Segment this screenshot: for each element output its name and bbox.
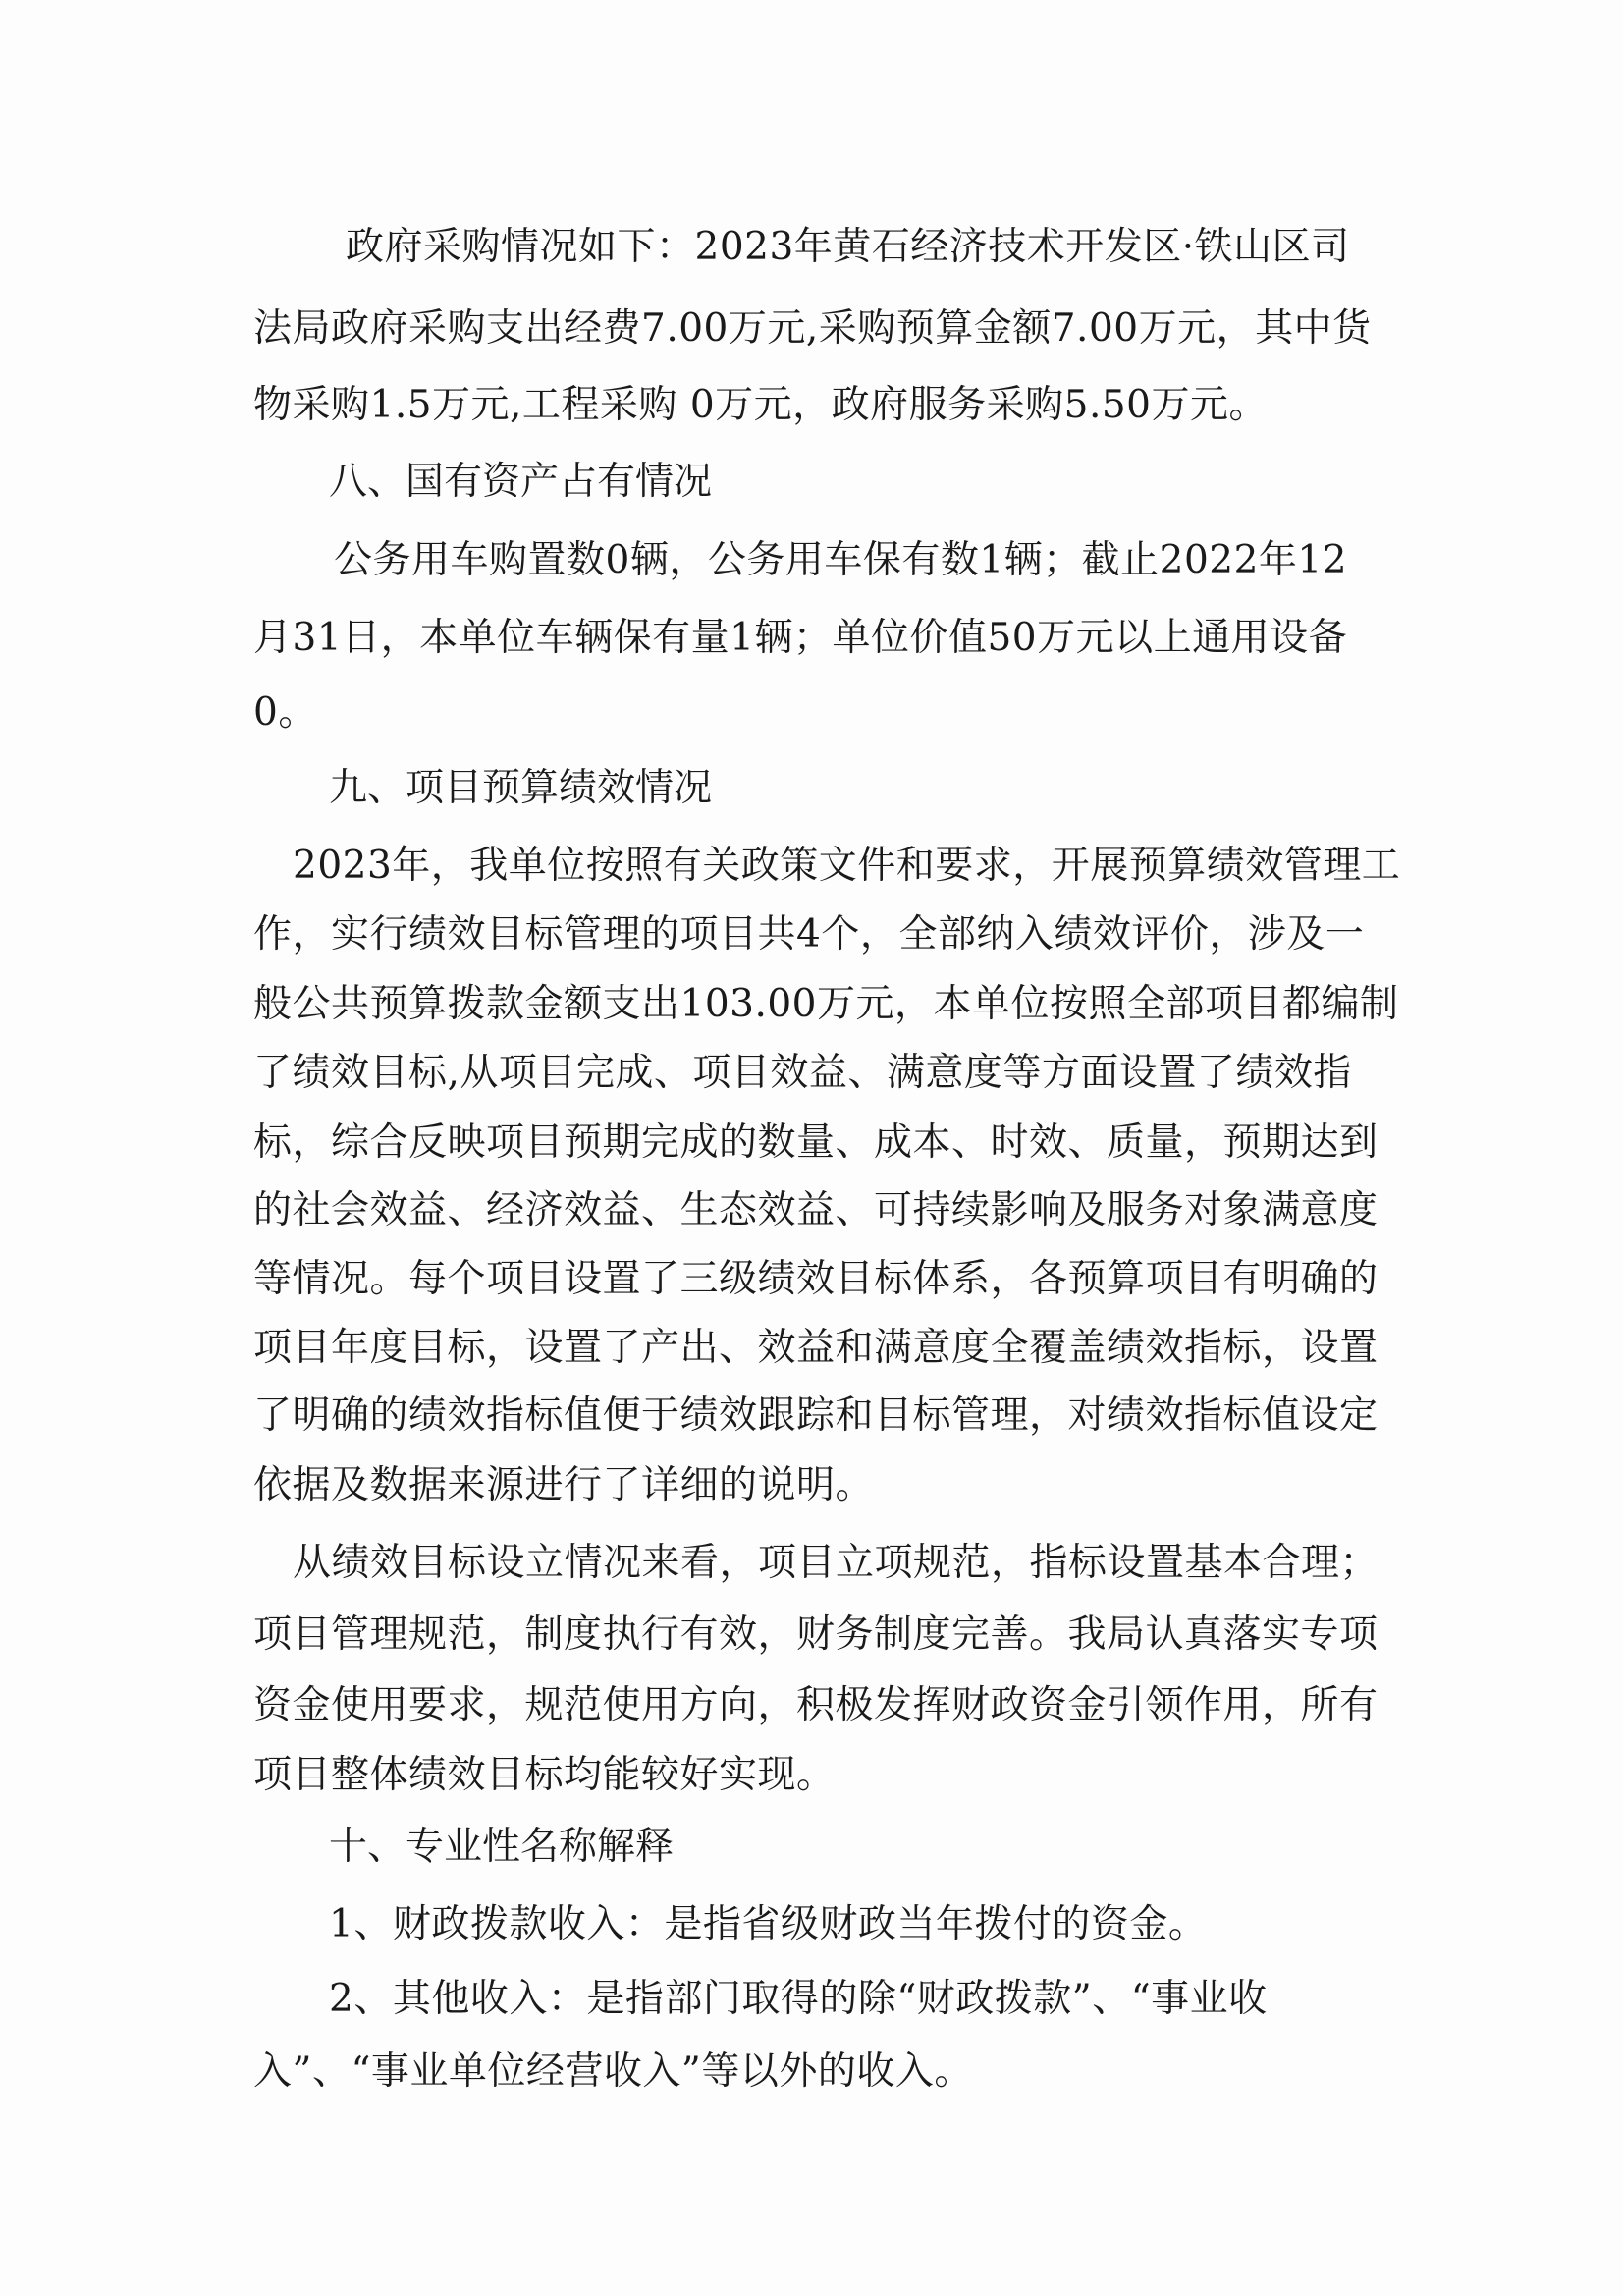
text-line: 项目管理规范，制度执行有效，财务制度完善。我局认真落实专项 [253,1613,1379,1657]
text-line: 1、财政拨款收入：是指省级财政当年拨付的资金。 [329,1902,1208,1946]
text-line: 入”、“事业单位经营收入”等以外的收入。 [253,2050,973,2094]
text-line: 2、其他收入：是指部门取得的除“财政拨款”、“事业收 [329,1977,1268,2021]
text-line: 法局政府采购支出经费7.00万元,采购预算金额7.00万元，其中货 [253,306,1372,351]
section-heading: 九、项目预算绩效情况 [329,766,713,810]
text-line: 2023年，我单位按照有关政策文件和要求，开展预算绩效管理工 [293,844,1401,888]
text-line: 的社会效益、经济效益、生态效益、可持续影响及服务对象满意度 [253,1188,1379,1232]
text-line: 月31日，本单位车辆保有量1辆；单位价值50万元以上通用设备 [253,616,1348,660]
section-heading: 八、国有资产占有情况 [329,460,713,504]
text-line: 项目年度目标，设置了产出、效益和满意度全覆盖绩效指标，设置 [253,1326,1379,1370]
text-line: 作，实行绩效目标管理的项目共4个，全部纳入绩效评价，涉及一 [253,912,1365,957]
section-heading: 十、专业性名称解释 [329,1825,675,1869]
text-line: 标，综合反映项目预期完成的数量、成本、时效、质量，预期达到 [253,1121,1379,1165]
text-line: 政府采购情况如下：2023年黄石经济技术开发区·铁山区司 [346,225,1350,269]
text-line: 项目整体绩效目标均能较好实现。 [253,1753,836,1797]
text-line: 0。 [253,690,317,735]
text-line: 物采购1.5万元,工程采购 0万元，政府服务采购5.50万元。 [253,383,1268,427]
text-line: 了明确的绩效指标值便于绩效跟踪和目标管理，对绩效指标值设定 [253,1394,1379,1438]
text-line: 等情况。每个项目设置了三级绩效目标体系，各预算项目有明确的 [253,1257,1379,1301]
text-line: 资金使用要求，规范使用方向，积极发挥财政资金引领作用，所有 [253,1683,1379,1727]
text-line: 从绩效目标设立情况来看，项目立项规范，指标设置基本合理； [293,1541,1380,1585]
text-line: 公务用车购置数0辆，公务用车保有数1辆；截止2022年12 [334,538,1348,582]
text-line: 般公共预算拨款金额支出103.00万元，本单位按照全部项目都编制 [253,982,1399,1026]
text-line: 了绩效目标,从项目完成、项目效益、满意度等方面设置了绩效指 [253,1051,1352,1095]
text-line: 依据及数据来源进行了详细的说明。 [253,1463,875,1507]
